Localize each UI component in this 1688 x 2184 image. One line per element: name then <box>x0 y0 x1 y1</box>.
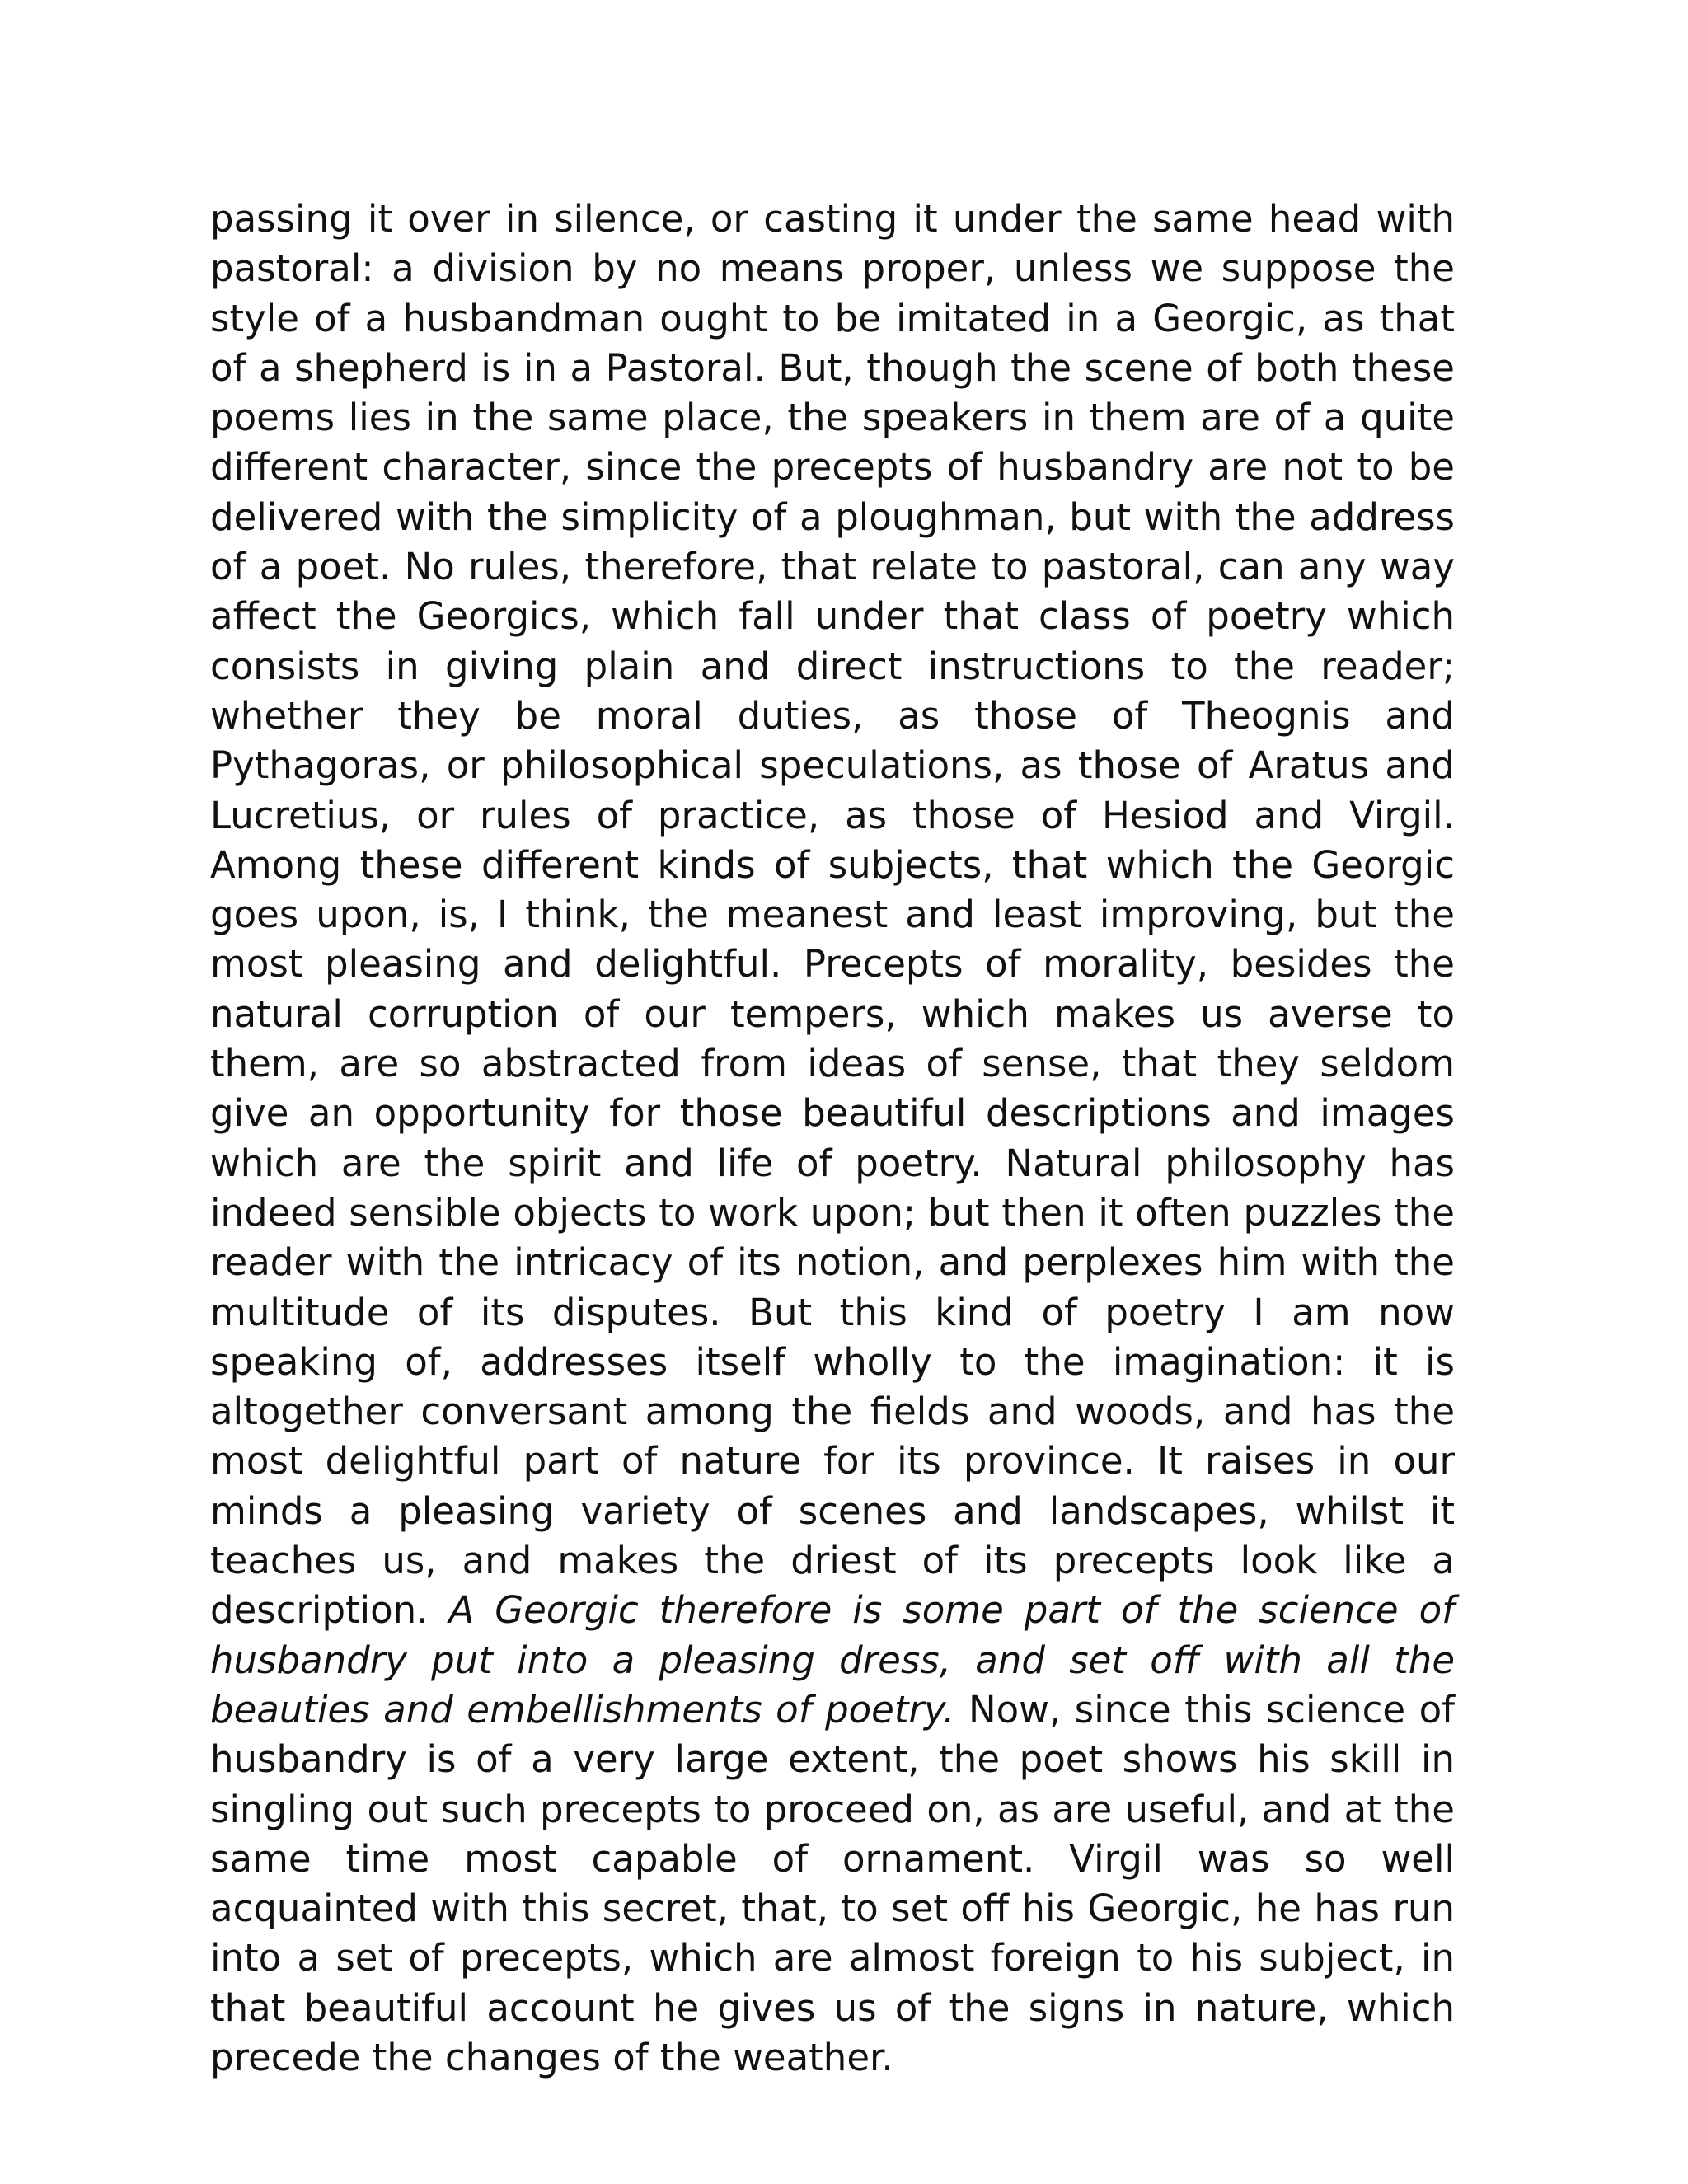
body-paragraph <box>210 194 1455 2083</box>
body-text-before-italic: passing it over in silence, or casting it under the same head with pastoral: a division by no means proper, unless we suppose the style of a husbandman ought to be imitated in a Georgic, as that of a shepherd is in a Pastoral. But, though the scene of both these poems lies in the same place, the speakers in them are of a quite different character, since the precepts of husbandry are not to be delivered with the simplicity of a ploughman, but with the address of a poet. No rules, therefore, that relate to pastoral, can any way affect the Georgics, which fall under that class of poetry which consists in giving plain and direct instructions to the reader; whether they be moral duties, as those of Theognis and Pythagoras, or philosophical speculations, as those of Aratus and Lucretius, or rules of practice, as those of Hesiod and Virgil. Among these different kinds of subjects, that which the Georgic goes upon, is, I think, the meanest and least improving, but the most pleasing and delightful. Precepts of morality, besides the natural corruption of our tempers, which makes us averse to them, are so abstracted from ideas of sense, that they seldom give an opportunity for those beautiful descriptions and images which are the spirit and life of poetry. Natural philosophy has indeed sensible objects to work upon; but then it often puzzles the reader with the intricacy of its notion, and perplexes him with the multitude of its disputes. But this kind of poetry I am now speaking of, addresses itself wholly to the imagination: it is altogether conversant among the fields and woods, and has the most delightful part of nature for its province. It raises in our minds a pleasing variety of scenes and landscapes, whilst it teaches us, and makes the driest of its precepts look like a description. <box>210 197 1455 1633</box>
italic-definition: A Georgic therefore is some part of the science of husbandry put into a pleasing dress, and set off with all the beauties and embellishments of poetry. <box>210 1588 1455 1732</box>
document-page <box>210 194 1455 2083</box>
body-text-after-italic: Now, since this science of husbandry is of a very large extent, the poet shows his skill in singling out such precepts to proceed on, as are useful, and at the same time most capable of ornament. Virgil was so well acquainted with this secret, that, to set off his Georgic, he has run into a set of precepts, which are almost foreign to his subject, in that beautiful account he gives us of the signs in nature, which precede the changes of the weather. <box>210 1687 1455 2079</box>
